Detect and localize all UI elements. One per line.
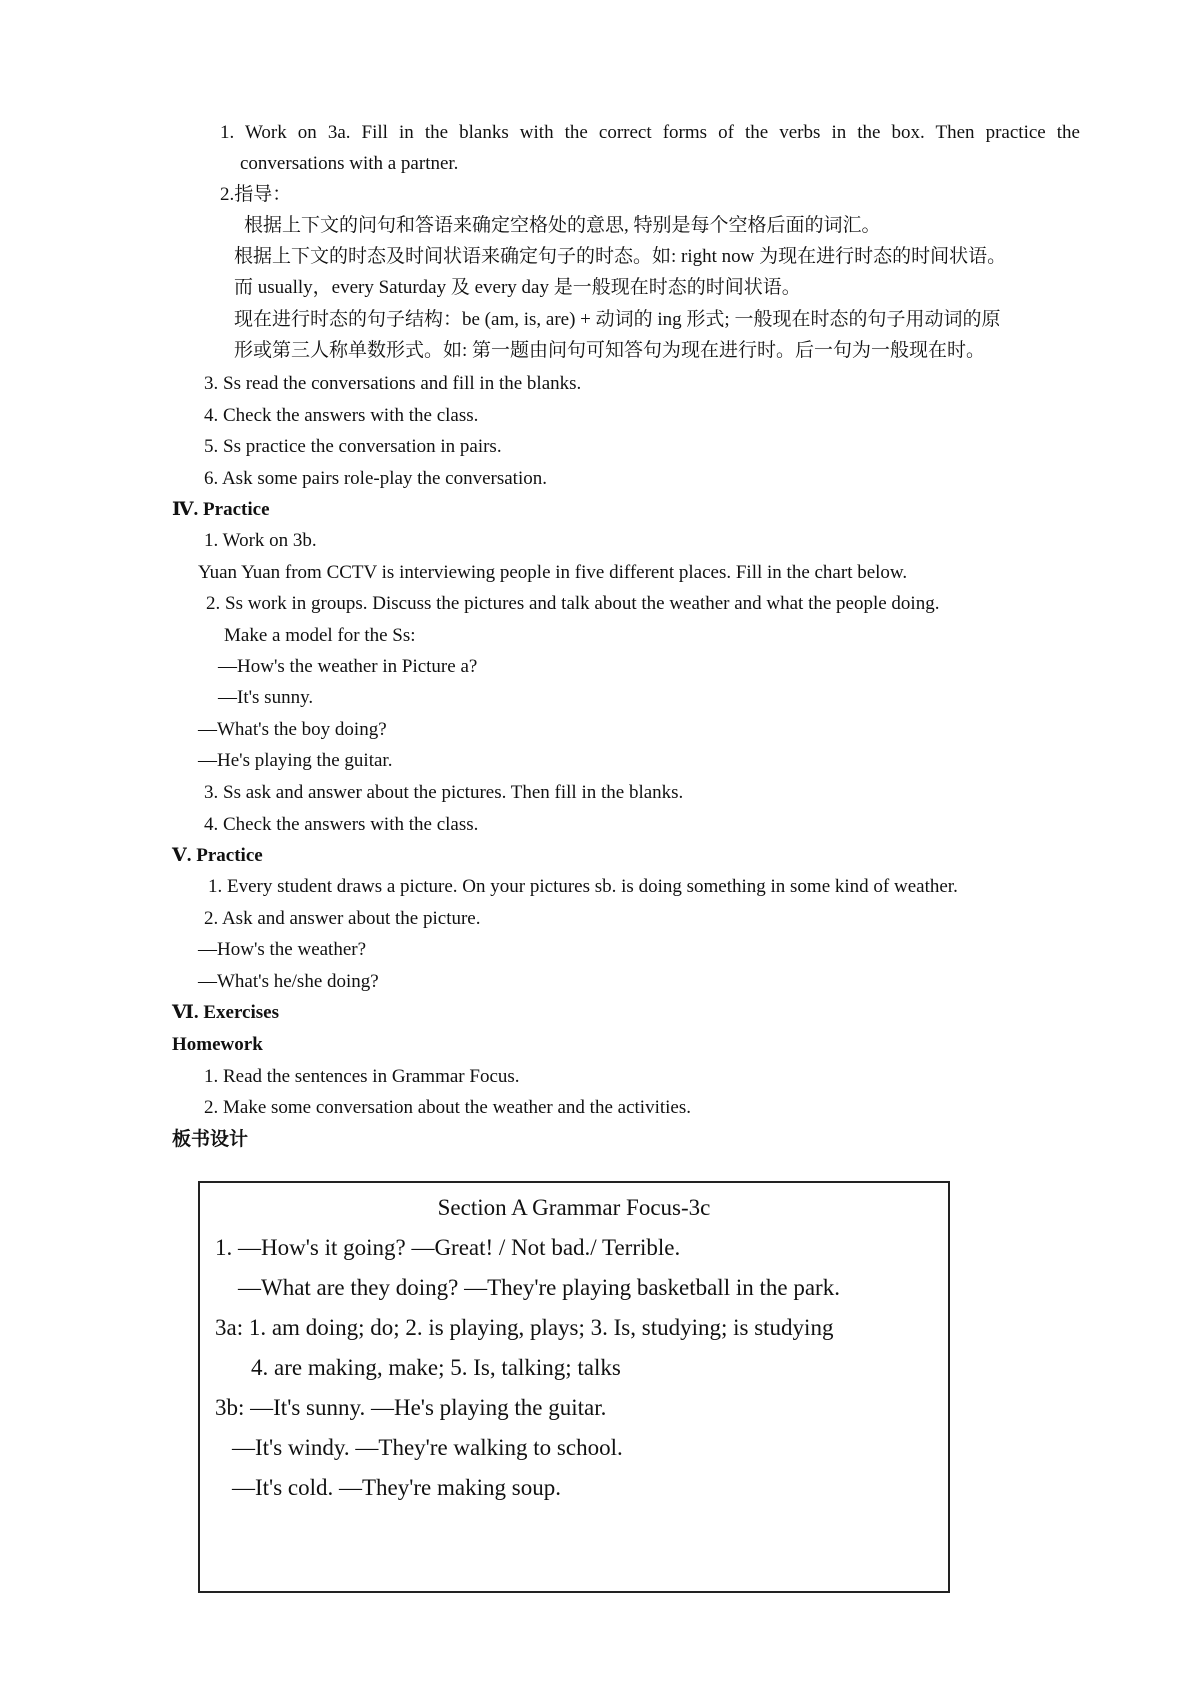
- board-line-7: —It's cold. —They're making soup.: [232, 1475, 561, 1500]
- homework-heading: Homework: [172, 1034, 263, 1055]
- homework-line-1: 1. Read the sentences in Grammar Focus.: [204, 1066, 520, 1087]
- board-line-1: 1. —How's it going? —Great! / Not bad./ Terrible.: [215, 1235, 681, 1260]
- board-line-4: 4. are making, make; 5. Is, talking; talks: [251, 1355, 621, 1380]
- section-5-line-1: 1. Every student draws a picture. On your pictures sb. is doing something in some kind of weather.: [208, 876, 958, 897]
- section-5-heading: Ⅴ. Practice: [172, 845, 263, 866]
- section-4-line-3: 2. Ss work in groups. Discuss the pictures and talk about the weather and what the people doing.: [206, 593, 940, 614]
- section-4-line-4: Make a model for the Ss:: [224, 625, 416, 646]
- board-line-5: 3b: —It's sunny. —He's playing the guitar.: [215, 1395, 607, 1420]
- board-design-heading: 板书设计: [172, 1129, 249, 1150]
- section-5-line-4: —What's he/she doing?: [198, 971, 379, 992]
- step-3a-step-5: 5. Ss practice the conversation in pairs.: [204, 436, 502, 457]
- step-3a-step-6: 6. Ask some pairs role-play the conversation.: [204, 468, 547, 489]
- guide-title: 2.指导：: [220, 184, 292, 205]
- section-4-line-10: 4. Check the answers with the class.: [204, 814, 479, 835]
- guide-line-3: 而 usually，every Saturday 及 every day 是一般现在时态的时间状语。: [234, 277, 801, 298]
- guide-line-2: 根据上下文的时态及时间状语来确定句子的时态。如: right now 为现在进行时态的时间状语。: [234, 246, 1007, 267]
- step-3a-step-3: 3. Ss read the conversations and fill in the blanks.: [204, 373, 582, 394]
- section-4-line-8: —He's playing the guitar.: [198, 750, 393, 771]
- section-4-heading: Ⅳ. Practice: [172, 499, 270, 520]
- section-5-line-2: 2. Ask and answer about the picture.: [204, 908, 481, 929]
- step-3a-item1-line1: 1. Work on 3a. Fill in the blanks with the correct forms of the verbs in the box. Then practice the: [220, 122, 1080, 143]
- section-6-heading: Ⅵ. Exercises: [172, 1002, 279, 1023]
- section-4-line-6: —It's sunny.: [218, 687, 314, 708]
- blackboard-design-box: [198, 1181, 950, 1593]
- board-line-3: 3a: 1. am doing; do; 2. is playing, plays; 3. Is, studying; is studying: [215, 1315, 834, 1340]
- section-4-line-7: —What's the boy doing?: [198, 719, 387, 740]
- board-title: Section A Grammar Focus-3c: [437, 1195, 711, 1220]
- section-4-line-2: Yuan Yuan from CCTV is interviewing people in five different places. Fill in the chart below.: [198, 562, 908, 583]
- section-4-line-1: 1. Work on 3b.: [204, 530, 317, 551]
- guide-line-4: 现在进行时态的句子结构：be (am, is, are) + 动词的 ing 形式; 一般现在时态的句子用动词的原: [234, 309, 1001, 330]
- section-4-line-9: 3. Ss ask and answer about the pictures. Then fill in the blanks.: [204, 782, 684, 803]
- guide-line-1: 根据上下文的问句和答语来确定空格处的意思, 特别是每个空格后面的词汇。: [244, 215, 881, 236]
- section-4-line-5: —How's the weather in Picture a?: [218, 656, 478, 677]
- section-5-line-3: —How's the weather?: [198, 939, 367, 960]
- guide-line-5: 形或第三人称单数形式。如: 第一题由问句可知答句为现在进行时。后一句为一般现在时。: [234, 340, 986, 361]
- step-3a-step-4: 4. Check the answers with the class.: [204, 405, 479, 426]
- step-3a-item1-line2: conversations with a partner.: [240, 153, 459, 174]
- homework-line-2: 2. Make some conversation about the weather and the activities.: [204, 1097, 691, 1118]
- board-line-6: —It's windy. —They're walking to school.: [232, 1435, 623, 1460]
- board-line-2: —What are they doing? —They're playing basketball in the park.: [238, 1275, 840, 1300]
